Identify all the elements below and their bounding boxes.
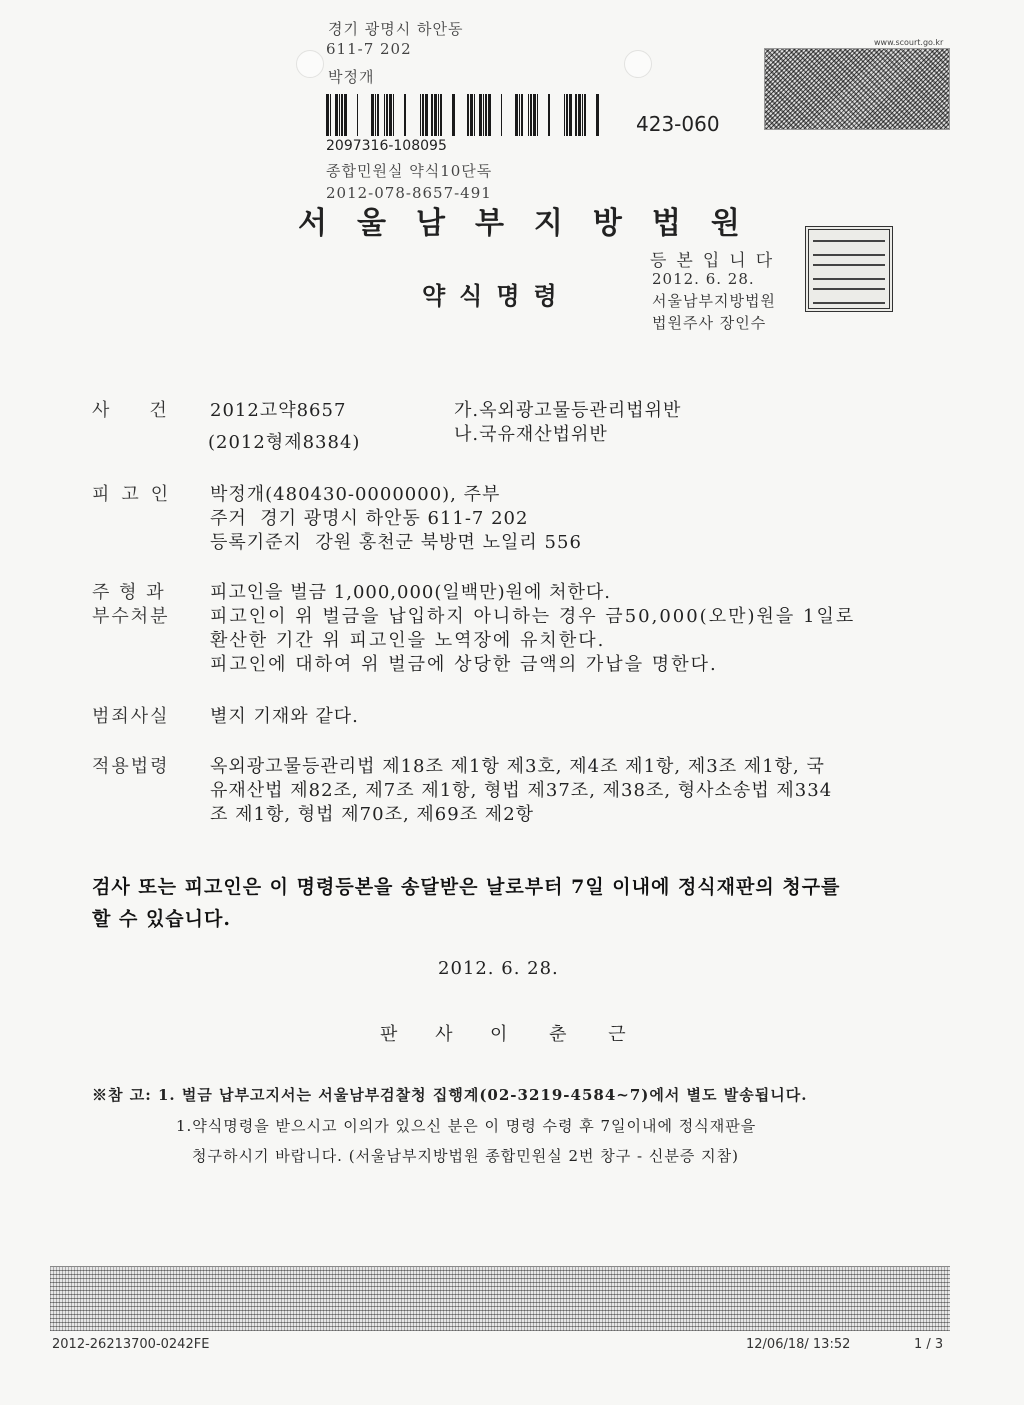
court-name: 서울남부지방법원 — [298, 206, 770, 241]
facts-label: 범죄사실 — [92, 706, 170, 727]
footer-barcode-band — [50, 1266, 950, 1331]
judge-title: 판 사 — [380, 1024, 469, 1045]
laws-line-2: 유재산법 제82조, 제7조 제1항, 형법 제37조, 제38조, 형사소송법 제334 — [210, 780, 833, 801]
sentence-label-2: 부수처분 — [92, 606, 170, 627]
sentence-line-2: 피고인이 위 벌금을 납입하지 아니하는 경우 금50,000(오만)원을 1일로 — [210, 606, 856, 627]
document-title: 약식명령 — [422, 281, 571, 310]
footer-document-code: 2012-26213700-0242FE — [52, 1337, 210, 1352]
website-url: www.scourt.go.kr — [874, 38, 944, 47]
case-label: 사건 — [92, 400, 207, 421]
court-seal — [805, 226, 893, 312]
sentence-line-1: 피고인을 벌금 1,000,000(일백만)원에 처한다. — [210, 582, 611, 603]
defendant-name: 박정개(480430-0000000), 주부 — [210, 484, 501, 505]
defendant-registration: 등록기준지 강원 홍천군 북방면 노일리 556 — [210, 532, 582, 553]
postal-code: 423-060 — [636, 112, 720, 136]
recipient-name: 박정개 — [328, 68, 375, 86]
barcode-number: 2097316-108095 — [326, 138, 447, 154]
defendant-residence: 주거 경기 광명시 하안동 611-7 202 — [210, 508, 529, 529]
judge-name: 이 춘 근 — [490, 1024, 644, 1045]
office-line: 종합민원실 약식10단독 — [326, 162, 493, 180]
footer-printed-at: 12/06/18/ 13:52 — [746, 1337, 851, 1352]
charge-b: 나.국유재산법위반 — [454, 424, 608, 445]
case-number: 2012고약8657 — [210, 400, 347, 421]
facts-text: 별지 기재와 같다. — [210, 706, 359, 727]
notice-line-2: 할 수 있습니다. — [92, 908, 231, 930]
laws-line-1: 옥외광고물등관리법 제18조 제1항 제3호, 제4조 제1항, 제3조 제1항, 국 — [210, 756, 825, 777]
sentence-line-3: 환산한 기간 위 피고인을 노역장에 유치한다. — [210, 630, 606, 651]
punch-hole-left — [296, 50, 324, 78]
address-line-2: 611-7 202 — [326, 40, 412, 58]
charge-a: 가.옥외광고물등관리법위반 — [454, 400, 682, 421]
defendant-label: 피고인 — [92, 484, 181, 505]
issue-date: 2012. 6. 28. — [438, 958, 559, 979]
notice-line-1: 검사 또는 피고인은 이 명령등본을 송달받은 날로부터 7일 이내에 정식재판의 청구를 — [92, 876, 841, 898]
certification-line: 등본입니다 — [650, 251, 783, 271]
address-line-1: 경기 광명시 하안동 — [328, 20, 464, 38]
laws-label: 적용법령 — [92, 756, 170, 777]
footer-page-number: 1 / 3 — [914, 1337, 944, 1352]
prosecution-number: (2012형제8384) — [208, 432, 361, 453]
sentence-label-1: 주 형 과 — [92, 582, 166, 603]
tracking-number: 2012-078-8657-491 — [326, 184, 492, 202]
certification-court: 서울남부지방법원 — [652, 292, 776, 310]
certification-date: 2012. 6. 28. — [652, 270, 755, 288]
sentence-line-4: 피고인에 대하여 위 벌금에 상당한 금액의 가납을 명한다. — [210, 654, 718, 675]
laws-line-3: 조 제1항, 형법 제70조, 제69조 제2항 — [210, 804, 535, 825]
punch-hole-right — [624, 50, 652, 78]
reference-line-1: ※참 고: 1. 벌금 납부고지서는 서울남부검찰청 집행계(02-3219-4584~7)에서 별도 발송됩니다. — [92, 1086, 808, 1104]
qr-code — [764, 48, 950, 130]
reference-line-2: 1.약식명령을 받으시고 이의가 있으신 분은 이 명령 수령 후 7일이내에 정식재판을 — [176, 1117, 757, 1135]
reference-line-3: 청구하시기 바랍니다. (서울남부지방법원 종합민원실 2번 창구 - 신분증 지참) — [192, 1147, 739, 1165]
postal-barcode — [326, 94, 602, 136]
certification-clerk: 법원주사 장인수 — [652, 314, 767, 332]
